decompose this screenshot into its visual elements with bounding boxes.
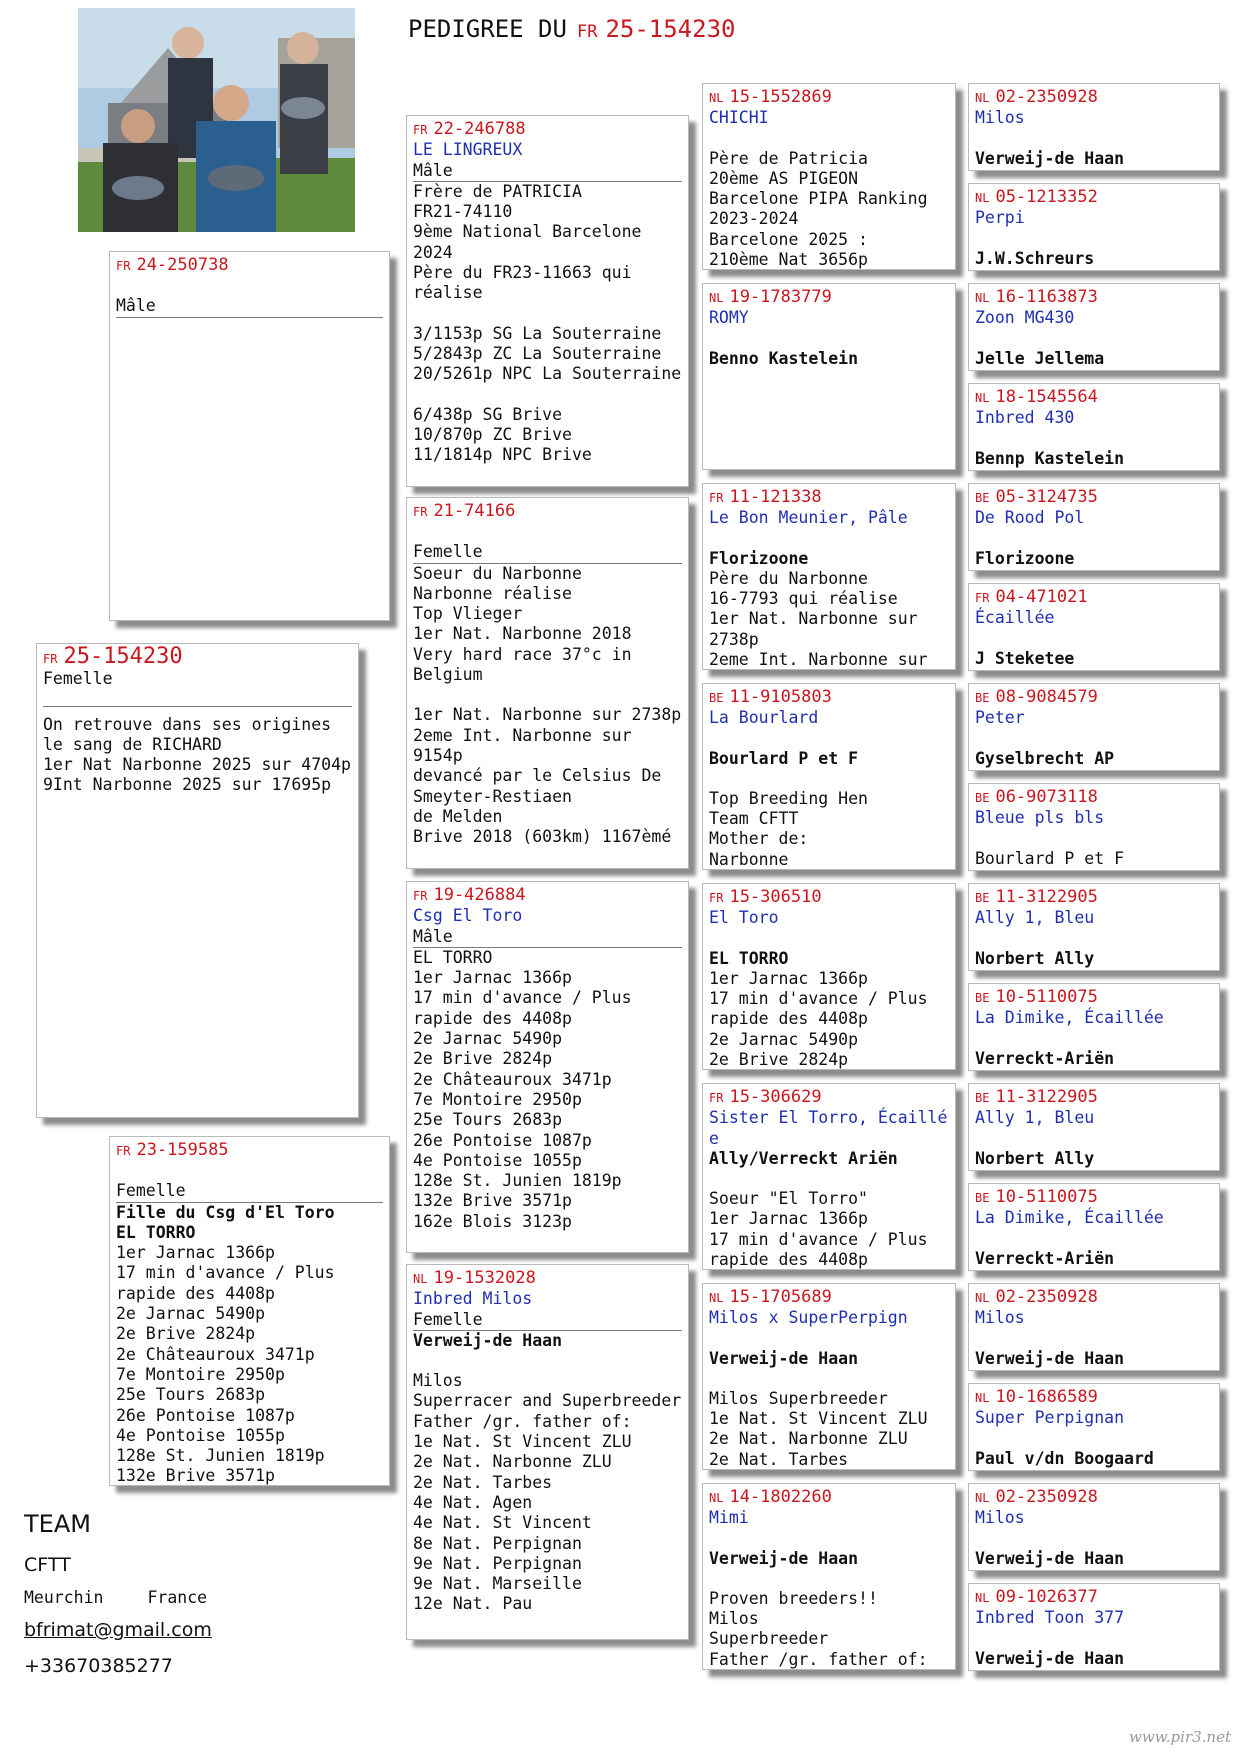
ring-number: FR 22-246788: [413, 119, 526, 139]
ring-number: FR 25-154230: [43, 644, 183, 669]
bird-name: De Rood Pol: [975, 508, 1085, 528]
bird-notes: Soeur "El Torro" 1er Jarnac 1366p 17 min d'avance / Plus rapide des 4408p: [709, 1189, 938, 1270]
bird-name: Ally 1, Bleu: [975, 908, 1095, 928]
ring-number: BE 10-5110075: [975, 1187, 1098, 1207]
bird-card-g5-3[interactable]: [968, 283, 1220, 371]
bird-breeder: EL TORRO: [709, 948, 789, 968]
bird-notes: Milos Superracer and Superbreeder Father /gr. father of: 1e Nat. St Vincent ZLU 2e Nat. Narbonne ZLU 2e Nat. Tarbes 4e Nat. Agen 4e Nat. St Vincent 8e Nat. Perpignan 9e Nat. Perpignan 9e Nat. Marseille 12e Nat. Pau: [413, 1371, 682, 1614]
bird-card-g5-12[interactable]: [968, 1183, 1220, 1271]
ring-number: BE 11-9105803: [709, 687, 832, 707]
team-name: CFTT: [24, 1554, 71, 1576]
bird-card-g5-11[interactable]: [968, 1083, 1220, 1171]
bird-card-main[interactable]: [36, 643, 359, 1118]
bird-name: Csg El Toro: [413, 906, 523, 926]
bird-card-gp1[interactable]: [406, 115, 689, 487]
bird-name: Inbred Milos: [413, 1289, 533, 1309]
team-title: TEAM: [24, 1510, 91, 1538]
bird-notes: On retrouve dans ses origines le sang de RICHARD 1er Nat Narbonne 2025 sur 4704p 9Int Narbonne 2025 sur 17695p: [43, 714, 351, 795]
bird-name: El Toro: [709, 908, 779, 928]
ring-number: FR 04-471021: [975, 587, 1088, 607]
bird-card-father[interactable]: [109, 251, 390, 621]
ring-number: NL 15-1705689: [709, 1287, 832, 1307]
bird-breeder: Verweij-de Haan: [975, 1648, 1125, 1668]
ring-number: NL 18-1545564: [975, 387, 1098, 407]
bird-card-gp2[interactable]: [406, 497, 689, 869]
ring-number: NL 19-1532028: [413, 1268, 536, 1288]
bird-notes: Père de Patricia 20ème AS PIGEON Barcelone PIPA Ranking 2023-2024 Barcelone 2025 : 210ème Nat 3656p: [709, 148, 938, 270]
ring-number: NL 16-1163873: [975, 287, 1098, 307]
bird-card-ggp1[interactable]: [702, 83, 956, 270]
bird-card-ggp8[interactable]: [702, 1483, 956, 1670]
bird-sex: Femelle: [413, 542, 682, 563]
ring-number: FR 15-306510: [709, 887, 822, 907]
bird-card-ggp4[interactable]: [702, 683, 956, 870]
bird-notes: 1er Jarnac 1366p 17 min d'avance / Plus rapide des 4408p 2e Jarnac 5490p 2e Brive 2824p: [709, 968, 938, 1070]
bird-name: La Dimike, Écaillée: [975, 1208, 1164, 1228]
bird-sex: Femelle: [43, 669, 113, 689]
team-country: France: [147, 1588, 208, 1607]
bird-card-g5-5[interactable]: [968, 483, 1220, 571]
ring-number: FR 11-121338: [709, 487, 822, 507]
ring-number: BE 05-3124735: [975, 487, 1098, 507]
team-city: Meurchin: [24, 1588, 104, 1607]
team-phone: +33670385277: [24, 1655, 173, 1677]
bird-card-g5-14[interactable]: [968, 1383, 1220, 1471]
bird-sex: Femelle: [413, 1310, 682, 1331]
bird-notes: Père du Narbonne 16-7793 qui réalise 1er Nat. Narbonne sur 2738p 2eme Int. Narbonne sur: [709, 568, 928, 670]
bird-breeder: Paul v/dn Boogaard: [975, 1448, 1154, 1468]
bird-name: Ally 1, Bleu: [975, 1108, 1095, 1128]
bird-breeder: J.W.Schreurs: [975, 248, 1095, 268]
ring-number: FR 15-306629: [709, 1087, 822, 1107]
team-email-link[interactable]: bfrimat@gmail.com: [24, 1619, 212, 1641]
bird-breeder: Gyselbrecht AP: [975, 748, 1115, 768]
title-country: FR: [576, 22, 598, 42]
team-photo: [78, 8, 355, 232]
ring-number: BE 11-3122905: [975, 1087, 1098, 1107]
bird-card-ggp2[interactable]: [702, 283, 956, 470]
bird-breeder: Verweij-de Haan: [975, 1548, 1125, 1568]
bird-card-g5-1[interactable]: [968, 83, 1220, 171]
bird-breeder: Benno Kastelein: [709, 348, 859, 368]
page-title: [408, 15, 735, 43]
bird-name: Super Perpignan: [975, 1408, 1125, 1428]
bird-card-g5-15[interactable]: [968, 1483, 1220, 1571]
bird-sex: Mâle: [116, 296, 383, 317]
bird-breeder: Jelle Jellema: [975, 348, 1105, 368]
bird-notes: Milos Superbreeder 1e Nat. St Vincent ZLU 2e Nat. Narbonne ZLU 2e Nat. Tarbes: [709, 1388, 928, 1469]
ring-number: NL 09-1026377: [975, 1587, 1098, 1607]
bird-name: Milos: [975, 108, 1025, 128]
ring-number: NL 02-2350928: [975, 87, 1098, 107]
bird-name: La Bourlard: [709, 708, 819, 728]
bird-card-gp4[interactable]: [406, 1264, 689, 1640]
bird-breeder: Verweij-de Haan: [413, 1330, 563, 1350]
bird-name: Inbred 430: [975, 408, 1075, 428]
bird-notes: Soeur du Narbonne Narbonne réalise Top Vlieger 1er Nat. Narbonne 2018 Very hard race 37°c in Belgium 1er Nat. Narbonne sur 2738p 2eme Int. Narbonne sur 9154p devancé par le Celsius De Smeyter-Restiaen de Melden Brive 2018 (603km) 1167èmé: [413, 563, 682, 847]
bird-name: Le Bon Meunier, Pâle: [709, 508, 908, 528]
bird-card-ggp7[interactable]: [702, 1283, 956, 1470]
title-ring: 25-154230: [605, 15, 736, 43]
ring-number: NL 10-1686589: [975, 1387, 1098, 1407]
bird-breeder: Verweij-de Haan: [975, 148, 1125, 168]
bird-name: Perpi: [975, 208, 1025, 228]
bird-name: La Dimike, Écaillée: [975, 1008, 1164, 1028]
bird-name: Bleue pls bls: [975, 808, 1105, 828]
bird-breeder: Verweij-de Haan: [709, 1348, 859, 1368]
bird-sex: Femelle: [116, 1181, 383, 1202]
bird-breeder: Bourlard P et F: [709, 748, 859, 768]
bird-breeder: Bourlard P et F: [975, 848, 1125, 868]
bird-breeder: Ally/Verreckt Ariën: [709, 1148, 898, 1168]
bird-name: Peter: [975, 708, 1025, 728]
ring-number: FR 24-250738: [116, 255, 229, 275]
bird-name: Inbred Toon 377: [975, 1608, 1125, 1628]
title-prefix: PEDIGREE DU: [408, 15, 567, 43]
bird-breeder: Florizoone: [709, 548, 809, 568]
bird-card-g5-6[interactable]: [968, 583, 1220, 671]
bird-breeder: Norbert Ally: [975, 1148, 1095, 1168]
ring-number: NL 02-2350928: [975, 1487, 1098, 1507]
bird-card-mother[interactable]: [109, 1136, 390, 1486]
bird-breeder: Verreckt-Ariën: [975, 1248, 1115, 1268]
bird-card-ggp6[interactable]: [702, 1083, 956, 1270]
bird-notes: Fille du Csg d'El Toro EL TORRO 1er Jarnac 1366p 17 min d'avance / Plus rapide des 4408p 2e Jarnac 5490p 2e Brive 2824p 2e Châteauroux 3471p 7e Montoire 2950p 25e Tours 2683p 26e Pontoise 1087p 4e Pontoise 1055p 128e St. Junien 1819p 132e Brive 3571p: [116, 1202, 345, 1486]
team-location: [24, 1588, 251, 1607]
bird-notes: Top Breeding Hen Team CFTT Mother de: Narbonne: [709, 788, 868, 869]
bird-notes: Frère de PATRICIA FR21-74110 9ème National Barcelone 2024 Père du FR23-11663 qui réalise 3/1153p SG La Souterraine 5/2843p ZC La Souterraine 20/5261p NPC La Souterraine 6/438p SG Brive 10/870p ZC Brive 11/1814p NPC Brive: [413, 181, 682, 465]
bird-notes: Proven breeders!! Milos Superbreeder Father /gr. father of:: [709, 1588, 928, 1669]
ring-number: FR 23-159585: [116, 1140, 229, 1160]
ring-number: NL 19-1783779: [709, 287, 832, 307]
bird-card-ggp5[interactable]: [702, 883, 956, 1070]
ring-number: FR 19-426884: [413, 885, 526, 905]
bird-name: CHICHI: [709, 108, 769, 128]
bird-card-g5-9[interactable]: [968, 883, 1220, 971]
ring-number: NL 14-1802260: [709, 1487, 832, 1507]
ring-number: BE 08-9084579: [975, 687, 1098, 707]
bird-name: Écaillée: [975, 608, 1055, 628]
bird-breeder: Florizoone: [975, 548, 1075, 568]
bird-card-g5-16[interactable]: [968, 1583, 1220, 1671]
bird-name: Milos x SuperPerpign: [709, 1308, 908, 1328]
ring-number: NL 02-2350928: [975, 1287, 1098, 1307]
ring-number: NL 05-1213352: [975, 187, 1098, 207]
ring-number: BE 11-3122905: [975, 887, 1098, 907]
bird-card-g5-13[interactable]: [968, 1283, 1220, 1371]
bird-name: LE LINGREUX: [413, 140, 523, 160]
ring-number: NL 15-1552869: [709, 87, 832, 107]
bird-sex: Mâle: [413, 161, 682, 182]
bird-breeder: Norbert Ally: [975, 948, 1095, 968]
bird-card-g5-7[interactable]: [968, 683, 1220, 771]
bird-sex: Mâle: [413, 927, 682, 948]
bird-card-g5-4[interactable]: [968, 383, 1220, 471]
bird-name: Zoon MG430: [975, 308, 1075, 328]
bird-breeder: Verweij-de Haan: [709, 1548, 859, 1568]
bird-breeder: Verweij-de Haan: [975, 1348, 1125, 1368]
bird-breeder: Bennp Kastelein: [975, 448, 1125, 468]
bird-card-g5-8[interactable]: [968, 783, 1220, 871]
bird-card-g5-2[interactable]: [968, 183, 1220, 271]
team-info: [24, 1510, 251, 1677]
bird-name: ROMY: [709, 308, 749, 328]
ring-number: FR 21-74166: [413, 501, 516, 521]
watermark: www.pir3.net: [1129, 1728, 1231, 1746]
bird-breeder: J Steketee: [975, 648, 1075, 668]
bird-card-g5-10[interactable]: [968, 983, 1220, 1071]
ring-number: BE 06-9073118: [975, 787, 1098, 807]
bird-card-gp3[interactable]: [406, 881, 689, 1253]
ring-number: BE 10-5110075: [975, 987, 1098, 1007]
bird-breeder: Verreckt-Ariën: [975, 1048, 1115, 1068]
bird-card-ggp3[interactable]: [702, 483, 956, 670]
bird-notes: EL TORRO 1er Jarnac 1366p 17 min d'avance / Plus rapide des 4408p 2e Jarnac 5490p 2e Brive 2824p 2e Châteauroux 3471p 7e Montoire 2950p 25e Tours 2683p 26e Pontoise 1087p 4e Pontoise 1055p 128e St. Junien 1819p 132e Brive 3571p 162e Blois 3123p: [413, 947, 642, 1231]
bird-name: Mimi: [709, 1508, 749, 1528]
bird-name: Sister El Torro, Écaillée: [709, 1108, 948, 1148]
bird-name: Milos: [975, 1508, 1025, 1528]
bird-name: Milos: [975, 1308, 1025, 1328]
